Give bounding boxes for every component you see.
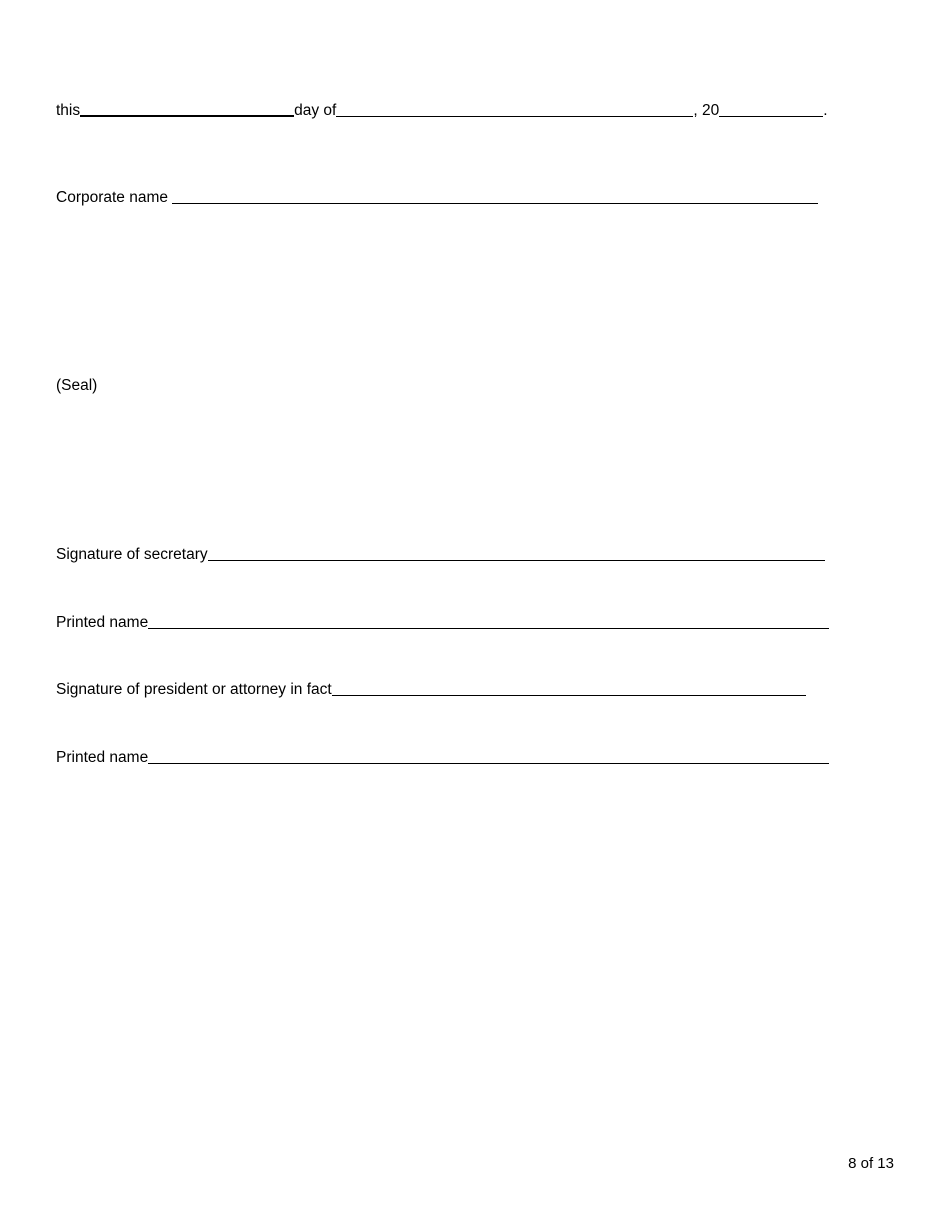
seal-label: (Seal) — [56, 377, 98, 394]
printed-name-label-1: Printed name — [56, 614, 149, 631]
president-signature-field[interactable] — [332, 694, 806, 696]
corporate-name-field[interactable] — [172, 202, 818, 204]
corporate-name-label: Corporate name — [56, 189, 169, 206]
president-signature-label: Signature of president or attorney in fact — [56, 681, 332, 698]
date-line-end: . — [823, 102, 828, 119]
seal-line — [56, 377, 97, 395]
date-line-prefix: this — [56, 102, 81, 119]
corporate-name-line — [56, 189, 818, 207]
secretary-signature-field[interactable] — [208, 559, 825, 561]
secretary-signature-label: Signature of secretary — [56, 546, 208, 563]
printed-name-field-1[interactable] — [148, 627, 829, 629]
month-blank-field[interactable] — [336, 115, 693, 117]
secretary-signature-line — [56, 546, 825, 564]
president-signature-line — [56, 681, 806, 699]
day-of-label: day of — [294, 102, 337, 119]
date-line — [56, 102, 828, 120]
page-number: 8 of 13 — [848, 1155, 894, 1172]
printed-name-label-2: Printed name — [56, 749, 149, 766]
printed-name-line-2 — [56, 749, 829, 767]
day-blank-field[interactable] — [80, 114, 294, 117]
year-prefix-label: , 20 — [693, 102, 720, 119]
printed-name-line-1 — [56, 614, 829, 632]
printed-name-field-2[interactable] — [148, 762, 829, 764]
year-blank-field[interactable] — [719, 115, 823, 117]
